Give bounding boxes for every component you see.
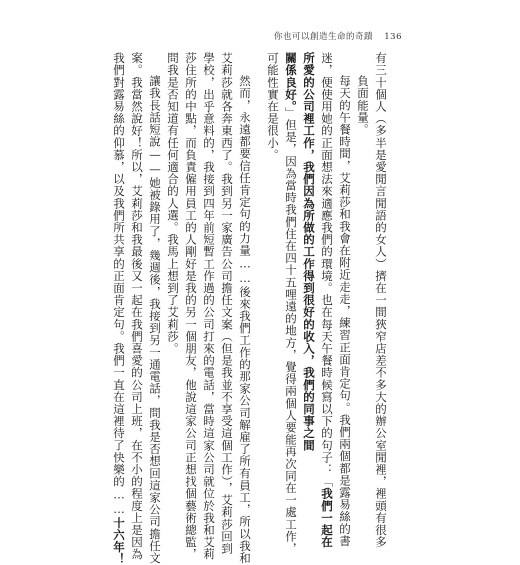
- text-line: 問我是否知道有任何適合的人選。我馬上想到了艾莉莎。: [166, 52, 180, 355]
- running-header: [274, 30, 402, 42]
- text-line: 有三十個人（多半是愛閒言閒語的女人）擠在一間狹窄店差不多大的辦公室閒裡，裡頭有很多: [374, 52, 388, 549]
- text-line: 所愛的公司裡工作，我們因為所做的工作得到很好的收入，我們的同事之間: [302, 52, 316, 452]
- text-line: 讓我長話短說——她被錄用了，幾週後，我接到另一通電話，問我是否想回這家公司擔任文: [148, 75, 162, 564]
- text-line: 艾莉莎就各奔東西了。我到另一家廣告公司擔任文案（但是我並不享受這個工作），艾莉莎回到: [220, 52, 234, 555]
- text-line: 然而，永遠都要信任肯定句的力量……後來我們工作的那家公司解雇了所有員工，所以我和: [238, 75, 252, 564]
- text-line: 每天的午餐時間，艾莉莎和我會在附近走走，練習正面肯定句。我們兩個都是露易絲的書: [338, 75, 352, 547]
- text-line: 迷，便使用她的正面想法來適應我們的環境。也在每天午餐時候寫以下的句子：「我們一起在: [320, 52, 334, 549]
- text-line: 我們對露易絲的仰慕，以及我們所共享的正面肯定句。我們一直在這裡待了快樂的……十六年！: [112, 52, 126, 565]
- book-title: 你也可以創造生命的奇蹟: [274, 32, 374, 42]
- text-line: 負面能量。: [356, 75, 370, 136]
- text-line: 關係良好。」但是，因為當時我們住在四十五哩遠的地方，覺得兩個人要能再次同在一處工作，: [284, 52, 298, 555]
- text-line: 可能性實在是很小。: [266, 52, 280, 161]
- paragraph-gap: [254, 52, 264, 452]
- text-line: 案。我當然說好！所以，艾莉莎和我最後又一起在我們喜愛的公司上班，在不小的程度上是因為: [130, 52, 144, 561]
- text-line: 學校，出乎意料的，我接到四年前短暫工作過的公司打來的電話，當時這家公司就位於我和艾莉: [202, 52, 216, 561]
- page-number: 136: [384, 32, 402, 42]
- text-line: 莎住所的中點，而負責僱用員工的人剛好是我的另一個朋友，他說這家公司正想找個藝術總監，: [184, 52, 198, 561]
- body-text: [110, 52, 390, 565]
